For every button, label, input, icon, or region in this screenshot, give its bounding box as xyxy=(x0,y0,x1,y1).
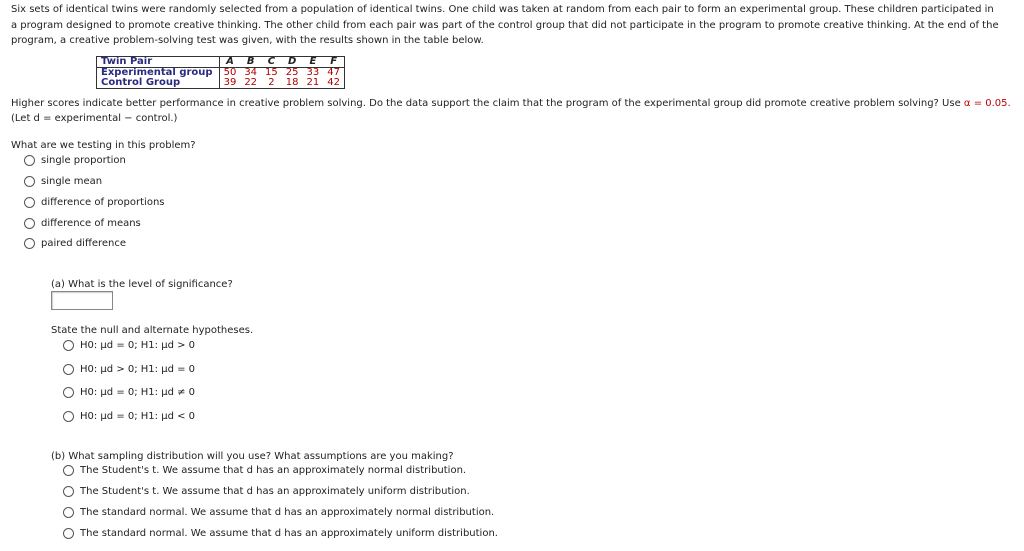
exp-value: 47 xyxy=(323,68,344,79)
option-hyp-two-tailed[interactable]: H0: μd = 0; H1: μd ≠ 0 xyxy=(63,387,195,398)
control-label: Control Group xyxy=(97,78,220,89)
claim-sentence: Higher scores indicate better performance in creative problem solving. Do the data support the claim that the program of the experimental group did promote creative problem solving? Use xyxy=(11,98,961,109)
pair-label: E xyxy=(303,57,324,68)
q-testing: What are we testing in this problem? xyxy=(11,140,196,151)
radio-icon[interactable] xyxy=(63,387,74,398)
radio-icon[interactable] xyxy=(63,340,74,351)
option-z-uniform[interactable]: The standard normal. We assume that d has an approximately uniform distribution. xyxy=(63,528,498,539)
option-single-proportion[interactable]: single proportion xyxy=(24,155,126,166)
header-label: Twin Pair xyxy=(97,57,220,68)
option-t-normal[interactable]: The Student's t. We assume that d has an approximately normal distribution. xyxy=(63,465,466,476)
option-hyp-less[interactable]: H0: μd = 0; H1: μd < 0 xyxy=(63,411,195,422)
claim-text xyxy=(11,96,1011,126)
ctl-value: 21 xyxy=(303,78,324,89)
q-significance: (a) What is the level of significance? xyxy=(51,279,233,290)
option-paired-difference[interactable]: paired difference xyxy=(24,238,126,249)
exp-value: 15 xyxy=(265,67,278,78)
exp-value: 33 xyxy=(306,67,320,78)
radio-icon[interactable] xyxy=(63,486,74,497)
significance-input[interactable] xyxy=(51,291,113,310)
q-hypotheses: State the null and alternate hypotheses. xyxy=(51,325,254,336)
radio-icon[interactable] xyxy=(24,218,35,229)
pair-label: D xyxy=(282,57,303,68)
option-t-uniform[interactable]: The Student's t. We assume that d has an approximately uniform distribution. xyxy=(63,486,470,497)
option-difference-of-proportions[interactable]: difference of proportions xyxy=(24,197,165,208)
alpha-value: = 0.05. xyxy=(973,98,1011,109)
pair-label: C xyxy=(261,57,282,68)
option-z-normal[interactable]: The standard normal. We assume that d has an approximately normal distribution. xyxy=(63,507,494,518)
alpha-symbol: α xyxy=(963,98,971,109)
radio-icon[interactable] xyxy=(63,465,74,476)
radio-icon[interactable] xyxy=(63,528,74,539)
exp-value: 25 xyxy=(285,67,299,78)
q-sampling-distribution: (b) What sampling distribution will you use? What assumptions are you making? xyxy=(51,451,454,462)
intro-paragraph: Six sets of identical twins were randomly selected from a population of identical twins. One child was taken at random from each pair to form an experimental group. These children participated in a program designed to promote creative thinking. The other child from each pair was part of the control group that did not participate in the program to promote creative thinking. At the end of the program, a creative problem-solving test was given, with the results shown in the table below. xyxy=(11,4,999,46)
ctl-value: 42 xyxy=(323,78,344,89)
radio-icon[interactable] xyxy=(24,238,35,249)
let-d-definition: (Let d = experimental − control.) xyxy=(11,113,178,124)
pair-label: A xyxy=(219,57,240,68)
radio-icon[interactable] xyxy=(24,176,35,187)
twin-data-table xyxy=(96,56,345,89)
pair-label: F xyxy=(323,57,344,68)
ctl-value: 39 xyxy=(219,78,240,89)
option-hyp-greater[interactable]: H0: μd = 0; H1: μd > 0 xyxy=(63,340,195,351)
table-header-row xyxy=(97,57,345,68)
radio-icon[interactable] xyxy=(63,411,74,422)
ctl-value: 18 xyxy=(282,78,303,89)
pair-label: B xyxy=(240,57,261,68)
option-difference-of-means[interactable]: difference of means xyxy=(24,218,141,229)
radio-icon[interactable] xyxy=(63,507,74,518)
ctl-value: 22 xyxy=(240,78,261,89)
exp-value: 34 xyxy=(244,67,258,78)
ctl-value: 2 xyxy=(261,78,282,89)
experimental-label: Experimental group xyxy=(97,68,220,79)
radio-icon[interactable] xyxy=(24,197,35,208)
radio-icon[interactable] xyxy=(24,155,35,166)
radio-icon[interactable] xyxy=(63,364,74,375)
option-hyp-reversed[interactable]: H0: μd > 0; H1: μd = 0 xyxy=(63,364,195,375)
exp-value: 50 xyxy=(223,67,237,78)
table-row-control xyxy=(97,78,345,89)
option-single-mean[interactable]: single mean xyxy=(24,176,102,187)
